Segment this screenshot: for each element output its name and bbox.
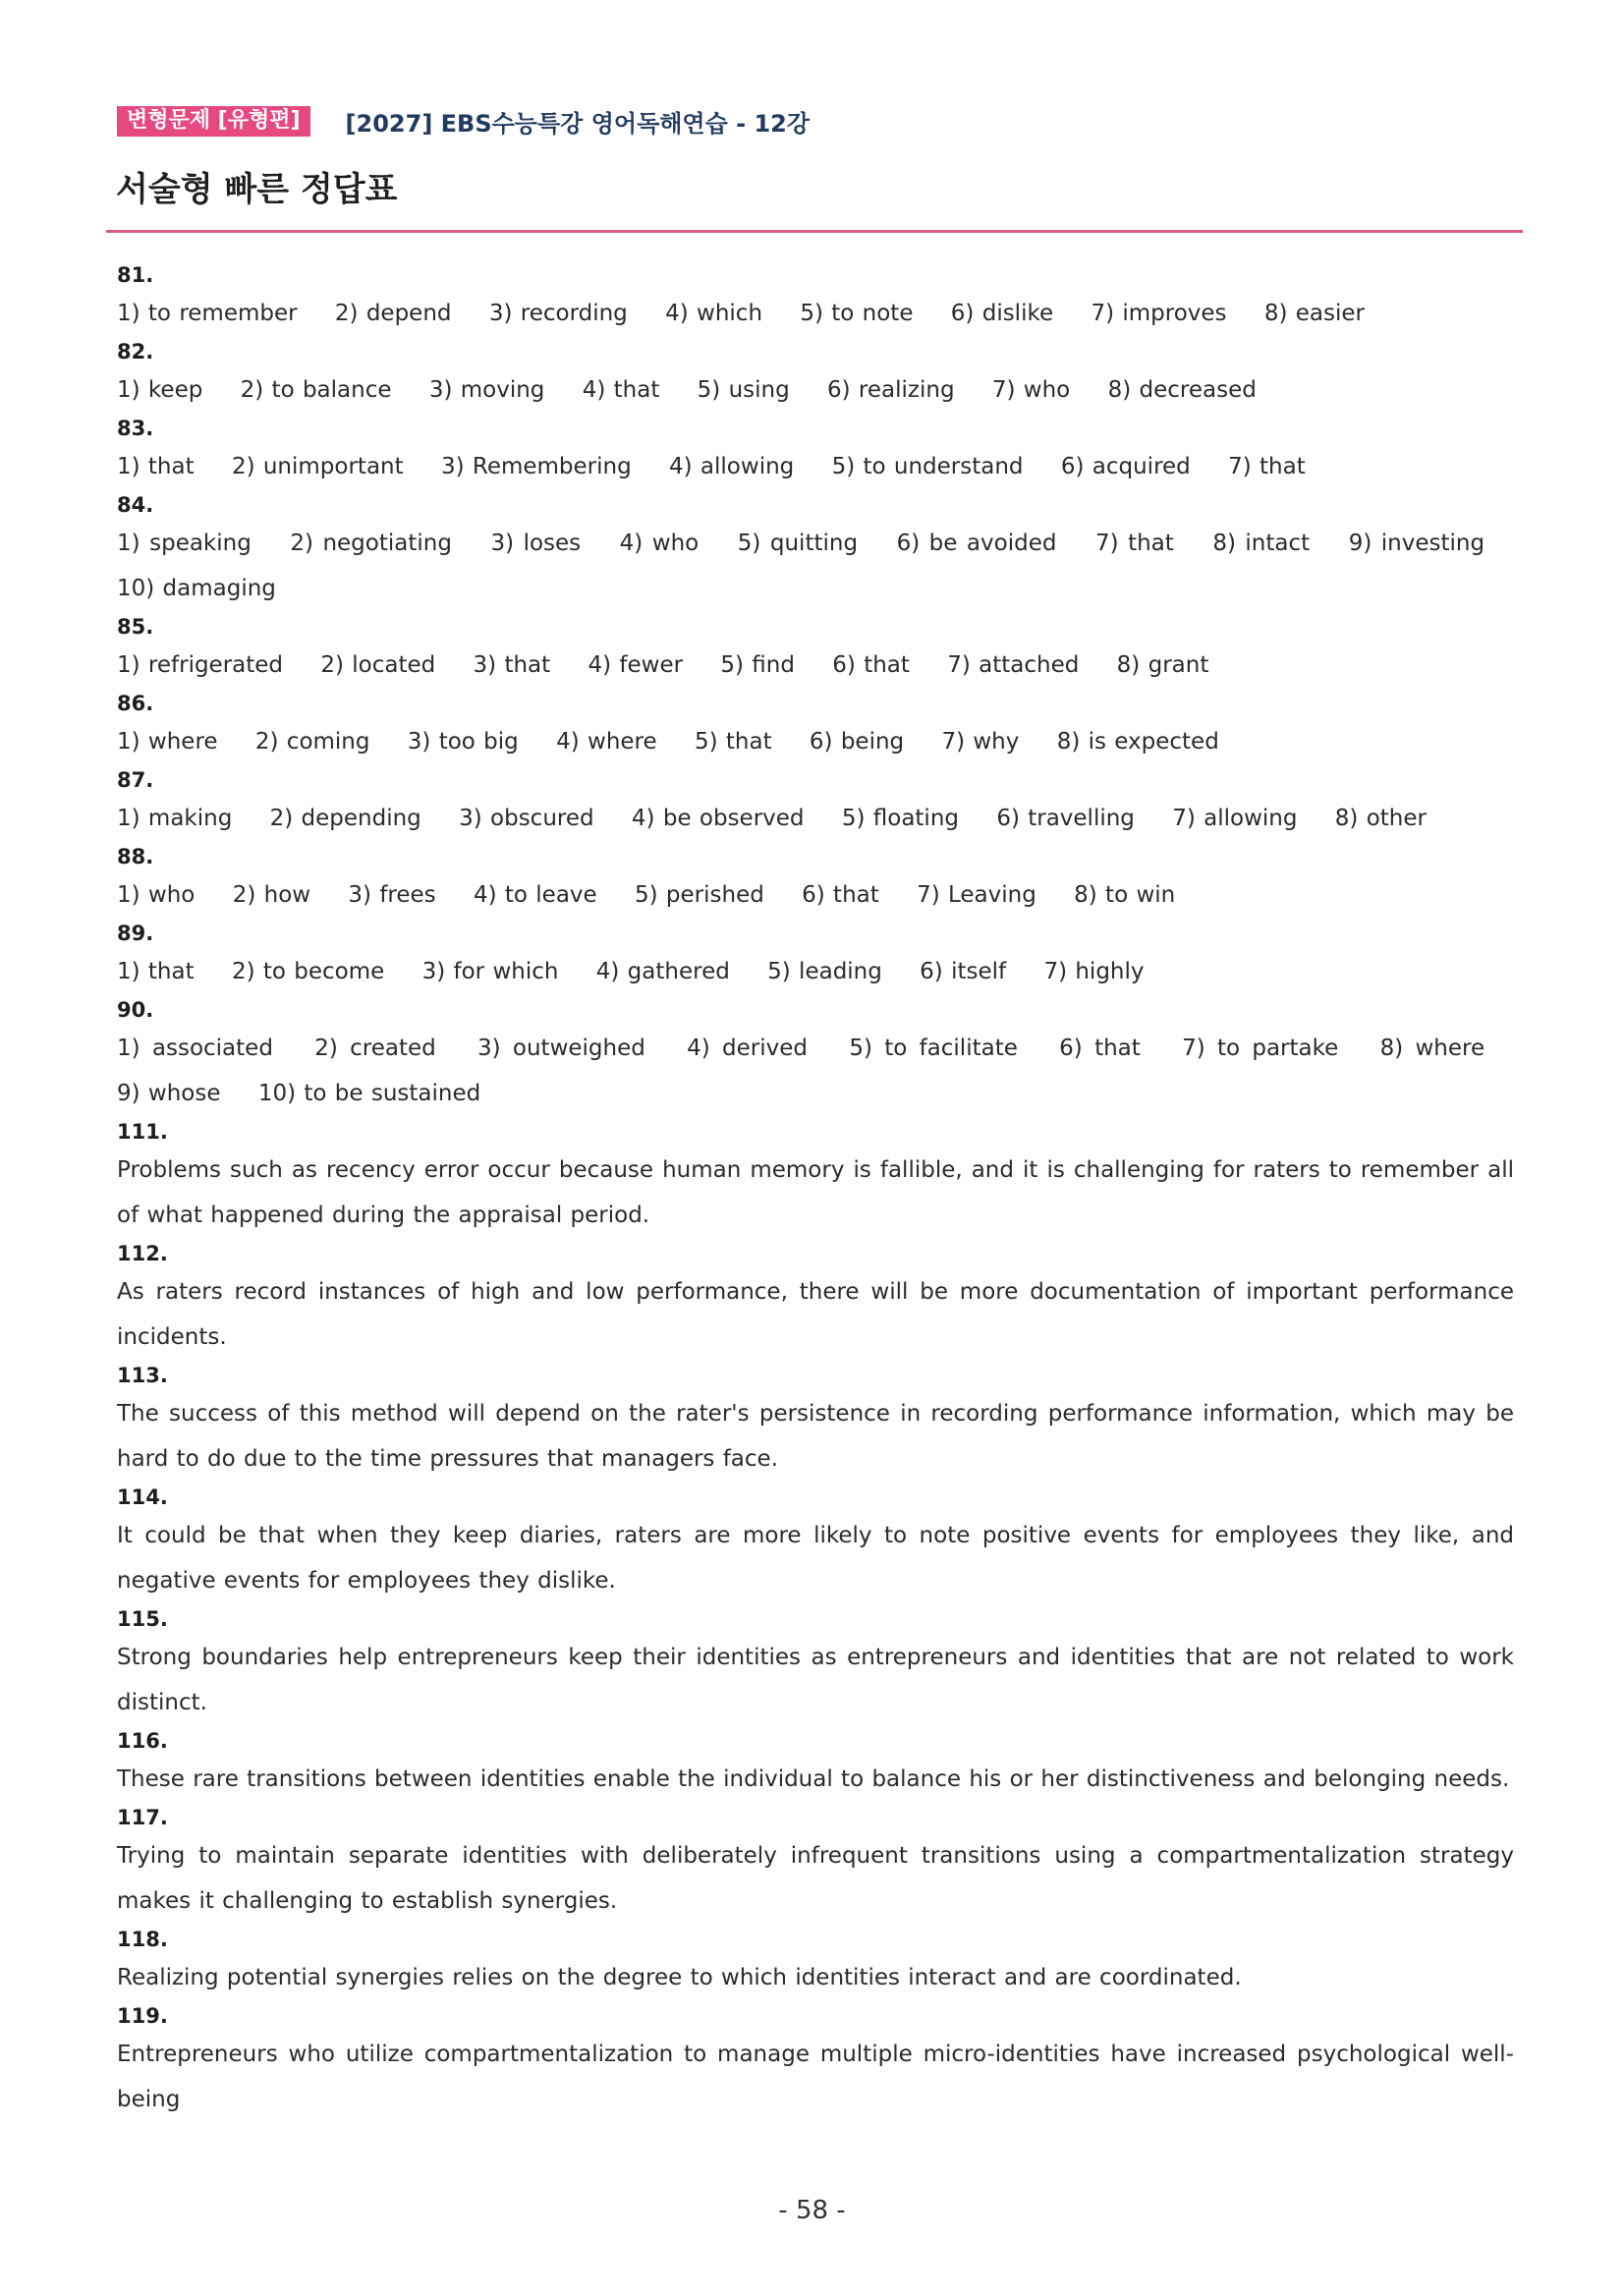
answer-entry: 5) quitting [737,531,859,556]
answer-entry: 2) negotiating [290,531,452,556]
answer-entry: 4) who [619,531,700,556]
answer-entry: 1) making [117,806,233,831]
answer-sentence: Entrepreneurs who utilize compartmentalization to manage multiple micro-identities have increased psychological well-being [117,2042,1514,2112]
answer-entry: 5) to note [800,301,914,326]
title-divider [106,230,1523,233]
answer-item [117,841,1514,918]
answer-sentence: As raters record instances of high and low performance, there will be more documentation of important performance incidents. [117,1279,1514,1350]
answer-entry: 5) leading [767,959,882,984]
answer-entry: 1) where [117,729,218,755]
question-number: 85. [117,615,154,639]
answer-entry: 6) travelling [996,806,1135,831]
question-number: 112. [117,1242,168,1265]
question-number: 114. [117,1485,168,1509]
question-number: 86. [117,692,154,715]
answer-sentence: Strong boundaries help entrepreneurs keep their identities as entrepreneurs and identities that are not related to work distinct. [117,1645,1514,1715]
answer-item [117,1802,1514,1924]
answer-entry: 3) for which [421,959,559,984]
answer-line [117,444,1514,489]
answer-entry: 4) derived [687,1036,809,1061]
answer-entry: 2) depending [269,806,421,831]
course-title: [2027] EBS수능특강 영어독해연습 - 12강 [345,109,811,138]
answer-sentence: It could be that when they keep diaries, raters are more likely to note positive events for employees they like, and negative events for employees they dislike. [117,1523,1514,1594]
answer-item [117,1924,1514,2000]
answer-entry: 1) speaking [117,531,252,556]
answer-entry: 3) Remembering [440,454,632,479]
answer-line [117,949,1514,994]
page-header [117,104,810,138]
answer-entry: 5) that [694,729,772,755]
answer-item [117,1603,1514,1725]
answer-entry: 3) that [473,652,551,678]
answer-entry: 7) allowing [1172,806,1298,831]
question-number: 118. [117,1928,168,1951]
answer-entry: 7) that [1228,454,1306,479]
answer-item [117,1116,1514,1238]
answer-item [117,918,1514,994]
answer-line [117,872,1514,918]
question-number: 115. [117,1607,168,1631]
answer-entry: 2) how [232,882,311,908]
answer-entry: 7) highly [1043,959,1145,984]
answer-entry: 5) floating [841,806,959,831]
answer-entry: 7) that [1094,531,1174,556]
answer-entry: 5) perished [635,882,764,908]
answer-entry: 2) unimportant [231,454,404,479]
answer-entry: 6) realizing [827,377,955,403]
answer-item [117,413,1514,489]
answer-entry: 6) acquired [1060,454,1191,479]
question-number: 111. [117,1120,168,1144]
answer-entry: 1) who [117,882,196,908]
answer-line [117,719,1514,764]
answer-entry: 1) to remember [117,301,298,326]
answer-item [117,1725,1514,1802]
answer-item [117,1360,1514,1482]
answer-entry: 7) to partake [1182,1036,1339,1061]
answer-entry: 1) refrigerated [117,652,284,678]
answer-entry: 6) be avoided [896,531,1057,556]
answer-item [117,764,1514,841]
answer-entry: 8) grant [1116,652,1209,678]
question-number: 113. [117,1364,168,1387]
answer-entry: 8) intact [1212,531,1311,556]
answer-entry: 4) that [582,377,660,403]
answer-line [117,291,1514,336]
answer-entry: 6) being [809,729,905,755]
answer-entry: 9) investing [1348,531,1485,556]
answer-entry: 4) where [556,729,657,755]
answer-item [117,2000,1514,2122]
answer-entry: 8) to win [1074,882,1176,908]
answer-entry: 2) to become [231,959,385,984]
answer-entry: 9) whose [117,1081,221,1106]
question-number: 87. [117,768,154,792]
answer-entry: 5) to facilitate [849,1036,1018,1061]
answer-entry: 10) to be sustained [257,1081,481,1106]
answer-entry: 6) itself [920,959,1007,984]
answer-entry: 6) that [1059,1036,1141,1061]
answer-line [117,367,1514,413]
answer-entry: 4) gathered [595,959,730,984]
answer-entry: 8) is expected [1056,729,1219,755]
answer-entry: 7) who [991,377,1071,403]
answer-item [117,1238,1514,1360]
answer-entry: 8) decreased [1107,377,1257,403]
answer-entry: 3) moving [428,377,545,403]
answer-entry: 1) associated [117,1036,273,1061]
answer-item [117,994,1514,1116]
answer-sentence: These rare transitions between identities enable the individual to balance his or her distinctiveness and belonging needs. [117,1766,1510,1792]
answer-entry: 3) loses [490,531,582,556]
answer-entry: 8) other [1334,806,1427,831]
category-tag: 변형문제 [유형편] [117,106,310,137]
answer-entry: 4) to leave [473,882,597,908]
question-number: 117. [117,1806,168,1829]
answer-entry: 2) created [314,1036,436,1061]
answer-sentence: Trying to maintain separate identities with deliberately infrequent transitions using a compartmentalization strategy makes it challenging to establish synergies. [117,1843,1514,1914]
answer-line [117,796,1514,841]
answer-entry: 1) that [117,454,195,479]
answer-item [117,688,1514,764]
answer-entry: 5) to understand [831,454,1024,479]
question-number: 89. [117,922,154,945]
answer-entry: 4) fewer [588,652,684,678]
answer-line [117,643,1514,688]
question-number: 116. [117,1729,168,1753]
answer-entry: 2) located [320,652,436,678]
answer-item [117,1482,1514,1603]
answer-entry: 1) that [117,959,195,984]
answer-entry: 7) Leaving [917,882,1036,908]
answer-item [117,611,1514,688]
answer-entry: 6) that [802,882,879,908]
answer-entry: 7) why [941,729,1020,755]
answer-entry: 7) attached [947,652,1080,678]
question-number: 84. [117,493,154,517]
answer-entry: 1) keep [117,377,203,403]
answer-entry: 3) obscured [459,806,594,831]
answer-entry: 7) improves [1091,301,1227,326]
answer-entry: 5) find [720,652,795,678]
answer-sentence: The success of this method will depend on the rater's persistence in recording performance information, which may be hard to do due to the time pressures that managers face. [117,1401,1514,1472]
answer-entry: 3) frees [348,882,436,908]
answer-entry: 3) outweighed [477,1036,645,1061]
answer-sentence: Realizing potential synergies relies on the degree to which identities interact and are coordinated. [117,1965,1242,1990]
answer-entry: 5) using [697,377,790,403]
answer-list [117,259,1514,2122]
answer-entry: 3) recording [488,301,628,326]
answer-line [117,521,1514,611]
answer-entry: 8) easier [1263,301,1365,326]
answer-entry: 3) too big [407,729,519,755]
answer-entry: 4) which [665,301,763,326]
answer-entry: 8) where [1379,1036,1485,1061]
question-number: 83. [117,417,154,440]
answer-entry: 6) dislike [950,301,1054,326]
question-number: 82. [117,340,154,364]
answer-item [117,336,1514,413]
question-number: 90. [117,998,154,1022]
answer-line [117,1026,1514,1116]
answer-entry: 2) depend [334,301,452,326]
question-number: 119. [117,2004,168,2028]
answer-sentence: Problems such as recency error occur because human memory is fallible, and it is challenging for raters to remember all of what happened during the appraisal period. [117,1157,1514,1228]
question-number: 81. [117,263,154,287]
answer-entry: 4) allowing [669,454,795,479]
question-number: 88. [117,845,154,868]
answer-item [117,489,1514,611]
answer-item [117,259,1514,336]
page-title: 서술형 빠른 정답표 [116,170,398,209]
answer-entry: 6) that [832,652,910,678]
answer-entry: 4) be observed [631,806,805,831]
answer-entry: 2) to balance [240,377,392,403]
page-number: - 58 - [778,2196,846,2225]
answer-entry: 10) damaging [117,576,276,601]
answer-entry: 2) coming [254,729,370,755]
